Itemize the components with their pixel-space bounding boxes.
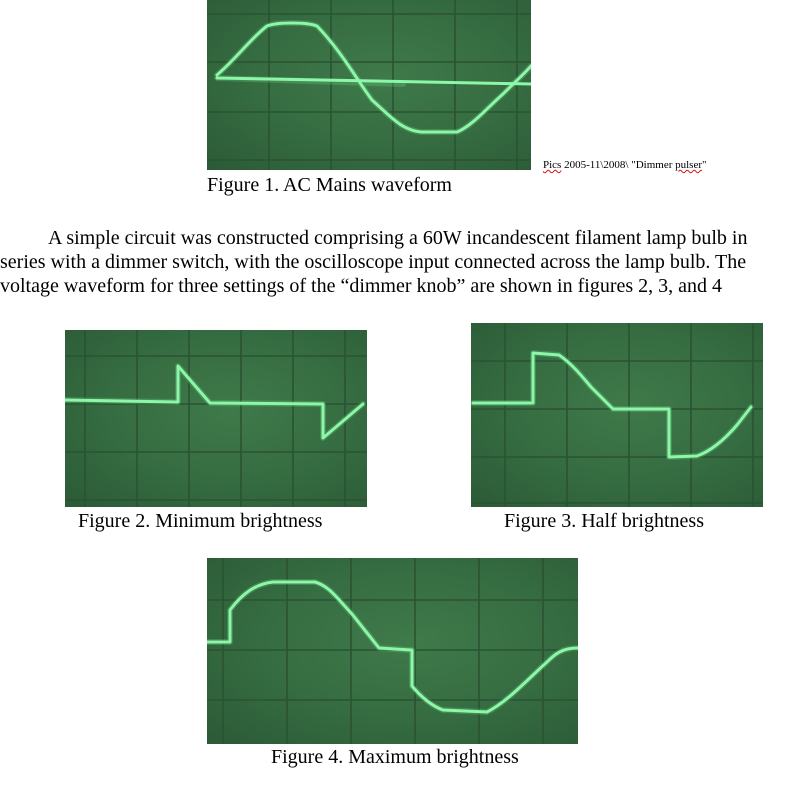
body-paragraph: A simple circuit was constructed comprising a 60W incandescent filament lamp bulb in series with a dimmer switch, with the oscilloscope input connected across the lamp bulb. The voltage waveform for three settings of the “dimmer knob” are shown in figures 2, 3, and 4 [0,227,748,297]
source-note-path: 2005-11\2008\ "Dimmer [561,159,676,171]
figure1-oscilloscope-photo [207,0,531,170]
figure4-trace-plot [207,558,578,744]
source-note-name-word: pulser [675,159,702,171]
source-note-file-word: Pics [543,159,562,171]
figure4-caption: Figure 4. Maximum brightness [271,746,519,768]
figure2-caption: Figure 2. Minimum brightness [78,510,323,532]
source-note-end: " [702,159,707,171]
figure1-caption: Figure 1. AC Mains waveform [207,174,452,196]
figure3-trace-plot [471,323,763,507]
figure3-caption: Figure 3. Half brightness [504,510,704,532]
figure3-oscilloscope-photo [471,323,763,507]
source-note [543,159,707,171]
figure1-trace-plot [207,0,531,170]
figure4-oscilloscope-photo [207,558,578,744]
figure2-trace-plot [65,330,367,507]
figure2-oscilloscope-photo [65,330,367,507]
figure3-grid [471,323,763,507]
